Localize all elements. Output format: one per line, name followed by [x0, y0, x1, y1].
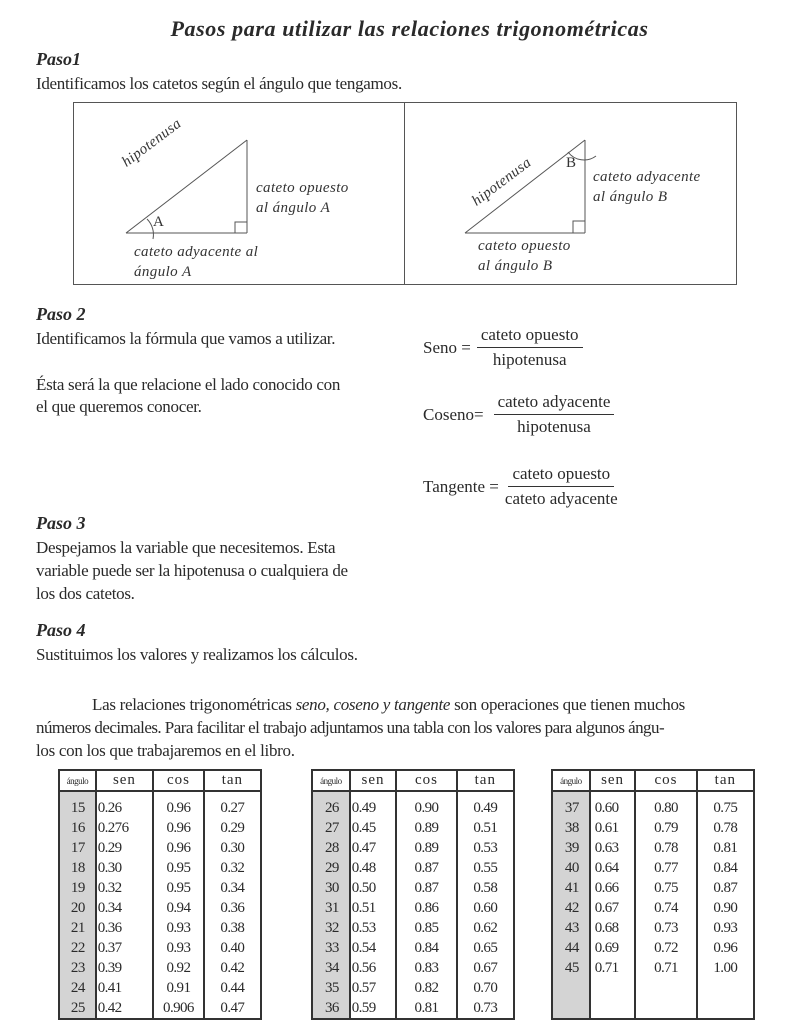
angle-cell: 17: [59, 838, 96, 858]
header-tan: tan: [204, 770, 261, 791]
angle-cell: 35: [312, 978, 350, 998]
angle-cell: 40: [552, 858, 590, 878]
coseno-fraction: [494, 392, 615, 437]
cos-cell: 0.75: [635, 878, 696, 898]
table-row: [59, 918, 261, 938]
angle-cell: 24: [59, 978, 96, 998]
paso2-text2-line2: el que queremos conocer.: [36, 397, 202, 416]
angle-cell: 15: [59, 791, 96, 818]
sen-cell: 0.59: [350, 998, 397, 1019]
paso3-line3: los dos catetos.: [36, 584, 135, 603]
formula-coseno: [423, 392, 614, 437]
cos-cell: 0.96: [153, 818, 204, 838]
cos-cell: 0.81: [396, 998, 456, 1019]
sen-cell: 0.53: [350, 918, 397, 938]
opposite-a-line2: al ángulo A: [256, 200, 331, 216]
angle-cell: 32: [312, 918, 350, 938]
sen-cell: 0.45: [350, 818, 397, 838]
cos-cell: [635, 998, 696, 1019]
sen-cell: 0.69: [590, 938, 636, 958]
header-sen: sen: [350, 770, 397, 791]
paso3-heading: Paso 3: [36, 513, 86, 533]
hypotenuse-label-b: hipotenusa: [469, 154, 535, 210]
paso2-text1: Identificamos la fórmula que vamos a utilizar.: [36, 329, 336, 348]
cos-cell: [635, 978, 696, 998]
paso2-text2-line1: Ésta será la que relacione el lado conocido con: [36, 375, 341, 394]
sen-cell: 0.42: [96, 998, 153, 1019]
tangente-fraction: [501, 464, 622, 509]
header-angle: ángulo: [552, 770, 590, 791]
opposite-b-line1: cateto opuesto: [478, 238, 571, 254]
tan-cell: 0.55: [457, 858, 514, 878]
adjacent-a-line1: cateto adyacente al: [134, 244, 259, 260]
opposite-a-line1: cateto opuesto: [256, 180, 349, 196]
sen-cell: 0.66: [590, 878, 636, 898]
sen-cell: 0.47: [350, 838, 397, 858]
angle-cell: 29: [312, 858, 350, 878]
cos-cell: 0.906: [153, 998, 204, 1019]
angle-cell: 23: [59, 958, 96, 978]
angle-b-label: B: [566, 155, 577, 171]
cos-cell: 0.79: [635, 818, 696, 838]
tan-cell: 0.62: [457, 918, 514, 938]
table-row: [312, 818, 514, 838]
cos-cell: 0.72: [635, 938, 696, 958]
tan-cell: 0.32: [204, 858, 261, 878]
table-row: [552, 878, 754, 898]
tan-cell: 0.38: [204, 918, 261, 938]
paso1-text: Identificamos los catetos según el ángulo que tengamos.: [36, 74, 402, 93]
paso4-heading: Paso 4: [36, 620, 86, 640]
table-row: [59, 958, 261, 978]
cos-cell: 0.96: [153, 838, 204, 858]
table-row: [312, 838, 514, 858]
angle-cell: 16: [59, 818, 96, 838]
table-row: [312, 898, 514, 918]
table-row: [552, 938, 754, 958]
table-row: [552, 958, 754, 978]
table-row: [552, 858, 754, 878]
table-row: [59, 858, 261, 878]
tan-cell: 0.47: [204, 998, 261, 1019]
cos-cell: 0.71: [635, 958, 696, 978]
tan-cell: 0.90: [697, 898, 754, 918]
angle-cell: 20: [59, 898, 96, 918]
sen-cell: 0.32: [96, 878, 153, 898]
angle-cell: [552, 978, 590, 998]
sen-cell: 0.63: [590, 838, 636, 858]
cos-cell: 0.89: [396, 838, 456, 858]
cos-cell: 0.95: [153, 878, 204, 898]
cos-cell: 0.96: [153, 791, 204, 818]
angle-cell: 45: [552, 958, 590, 978]
tan-cell: 0.87: [697, 878, 754, 898]
tan-cell: 0.49: [457, 791, 514, 818]
angle-cell: 28: [312, 838, 350, 858]
sen-cell: 0.37: [96, 938, 153, 958]
opposite-b-line2: al ángulo B: [478, 258, 553, 274]
table-row: [312, 938, 514, 958]
angle-cell: 18: [59, 858, 96, 878]
sen-cell: 0.50: [350, 878, 397, 898]
table-row: [59, 791, 261, 818]
cos-cell: 0.90: [396, 791, 456, 818]
angle-a-label: A: [153, 214, 164, 230]
sen-cell: 0.48: [350, 858, 397, 878]
tangente-denominator: cateto adyacente: [504, 489, 618, 508]
intro-line1-end: son operaciones que tienen muchos: [450, 695, 685, 714]
cos-cell: 0.93: [153, 938, 204, 958]
angle-cell: 19: [59, 878, 96, 898]
table-row: [59, 938, 261, 958]
cos-cell: 0.74: [635, 898, 696, 918]
cos-cell: 0.82: [396, 978, 456, 998]
table-row: [59, 898, 261, 918]
sen-cell: 0.39: [96, 958, 153, 978]
formula-seno: [423, 325, 583, 370]
sen-cell: 0.26: [96, 791, 153, 818]
coseno-denominator: hipotenusa: [517, 417, 591, 436]
sen-cell: 0.71: [590, 958, 636, 978]
sen-cell: 0.68: [590, 918, 636, 938]
angle-cell: 37: [552, 791, 590, 818]
tan-cell: 0.78: [697, 818, 754, 838]
tan-cell: 0.29: [204, 818, 261, 838]
page-title: Pasos para utilizar las relaciones trigonométricas: [170, 16, 649, 41]
table-row: [552, 791, 754, 818]
header-tan: tan: [457, 770, 514, 791]
cos-cell: 0.89: [396, 818, 456, 838]
adjacent-b-line1: cateto adyacente: [593, 169, 701, 185]
sen-cell: 0.49: [350, 791, 397, 818]
trig-table-3: [551, 769, 755, 1020]
sen-cell: 0.60: [590, 791, 636, 818]
table-row: [312, 858, 514, 878]
sen-cell: 0.54: [350, 938, 397, 958]
tan-cell: 0.60: [457, 898, 514, 918]
sen-cell: 0.67: [590, 898, 636, 918]
sen-cell: 0.34: [96, 898, 153, 918]
tan-cell: 0.58: [457, 878, 514, 898]
angle-cell: 26: [312, 791, 350, 818]
seno-label: Seno =: [423, 337, 471, 357]
header-cos: cos: [396, 770, 456, 791]
cos-cell: 0.85: [396, 918, 456, 938]
table-row: [552, 818, 754, 838]
table-row: [312, 958, 514, 978]
paso4-text: Sustituimos los valores y realizamos los cálculos.: [36, 645, 358, 664]
tan-cell: 0.75: [697, 791, 754, 818]
header-tan: tan: [697, 770, 754, 791]
seno-denominator: hipotenusa: [492, 350, 567, 369]
header-angle: ángulo: [312, 770, 350, 791]
sen-cell: [590, 998, 636, 1019]
table-row: [552, 978, 754, 998]
table-row: [59, 998, 261, 1019]
table-row: [552, 998, 754, 1019]
trig-table-1: [58, 769, 262, 1020]
tan-cell: 1.00: [697, 958, 754, 978]
adjacent-a-line2: ángulo A: [134, 264, 192, 280]
sen-cell: 0.61: [590, 818, 636, 838]
triangle-b-icon: [405, 102, 737, 285]
header-angle: ángulo: [59, 770, 96, 791]
cos-cell: 0.80: [635, 791, 696, 818]
table-row: [312, 791, 514, 818]
angle-cell: 31: [312, 898, 350, 918]
sen-cell: 0.64: [590, 858, 636, 878]
angle-cell: 33: [312, 938, 350, 958]
paso3-line2: variable puede ser la hipotenusa o cualquiera de: [36, 561, 348, 580]
sen-cell: [590, 978, 636, 998]
cos-cell: 0.93: [153, 918, 204, 938]
tan-cell: 0.70: [457, 978, 514, 998]
table-row: [59, 878, 261, 898]
angle-cell: 42: [552, 898, 590, 918]
sen-cell: 0.276: [96, 818, 153, 838]
tan-cell: 0.36: [204, 898, 261, 918]
sen-cell: 0.36: [96, 918, 153, 938]
header-cos: cos: [153, 770, 204, 791]
table-row: [312, 918, 514, 938]
hypotenuse-label-a: hipotenusa: [119, 115, 185, 171]
angle-cell: 38: [552, 818, 590, 838]
header-cos: cos: [635, 770, 696, 791]
cos-cell: 0.95: [153, 858, 204, 878]
tan-cell: 0.42: [204, 958, 261, 978]
cos-cell: 0.87: [396, 858, 456, 878]
angle-cell: 39: [552, 838, 590, 858]
intro-line2: números decimales. Para facilitar el trabajo adjuntamos una tabla con los valores para algunos ángu-: [36, 718, 665, 737]
tan-cell: 0.84: [697, 858, 754, 878]
table-row: [59, 818, 261, 838]
seno-numerator: cateto opuesto: [477, 325, 583, 348]
tan-cell: 0.93: [697, 918, 754, 938]
tangente-label: Tangente =: [423, 476, 499, 496]
table-row: [59, 978, 261, 998]
angle-cell: 27: [312, 818, 350, 838]
table-row: [59, 838, 261, 858]
cos-cell: 0.86: [396, 898, 456, 918]
tan-cell: 0.73: [457, 998, 514, 1019]
sen-cell: 0.29: [96, 838, 153, 858]
angle-cell: 30: [312, 878, 350, 898]
tan-cell: 0.53: [457, 838, 514, 858]
angle-cell: 43: [552, 918, 590, 938]
cos-cell: 0.84: [396, 938, 456, 958]
tan-cell: 0.51: [457, 818, 514, 838]
sen-cell: 0.56: [350, 958, 397, 978]
seno-fraction: [477, 325, 583, 370]
table-row: [312, 978, 514, 998]
table-row: [552, 838, 754, 858]
tan-cell: [697, 998, 754, 1019]
table-row: [552, 918, 754, 938]
angle-cell: 44: [552, 938, 590, 958]
table-row: [312, 878, 514, 898]
cos-cell: 0.87: [396, 878, 456, 898]
header-sen: sen: [590, 770, 636, 791]
paso3-line1: Despejamos la variable que necesitemos. Esta: [36, 538, 336, 557]
cos-cell: 0.73: [635, 918, 696, 938]
tan-cell: 0.81: [697, 838, 754, 858]
intro-line1-italic: seno, coseno y tangente: [295, 695, 451, 714]
angle-cell: [552, 998, 590, 1019]
tan-cell: 0.67: [457, 958, 514, 978]
intro-line3: los con los que trabajaremos en el libro.: [36, 741, 295, 760]
sen-cell: 0.41: [96, 978, 153, 998]
cos-cell: 0.77: [635, 858, 696, 878]
cos-cell: 0.92: [153, 958, 204, 978]
tan-cell: [697, 978, 754, 998]
paso1-heading: Paso1: [36, 49, 81, 69]
tangente-numerator: cateto opuesto: [508, 464, 614, 487]
table-row: [552, 898, 754, 918]
tan-cell: 0.27: [204, 791, 261, 818]
angle-cell: 25: [59, 998, 96, 1019]
tan-cell: 0.44: [204, 978, 261, 998]
tan-cell: 0.40: [204, 938, 261, 958]
cos-cell: 0.94: [153, 898, 204, 918]
angle-cell: 21: [59, 918, 96, 938]
cos-cell: 0.83: [396, 958, 456, 978]
tan-cell: 0.65: [457, 938, 514, 958]
tan-cell: 0.30: [204, 838, 261, 858]
paso2-heading: Paso 2: [36, 304, 86, 324]
cos-cell: 0.78: [635, 838, 696, 858]
angle-cell: 36: [312, 998, 350, 1019]
intro-line1-start: Las relaciones trigonométricas: [92, 695, 296, 714]
angle-cell: 41: [552, 878, 590, 898]
trig-table-2: [311, 769, 515, 1020]
coseno-label: Coseno=: [423, 404, 484, 424]
cos-cell: 0.91: [153, 978, 204, 998]
table-row: [312, 998, 514, 1019]
sen-cell: 0.57: [350, 978, 397, 998]
tan-cell: 0.34: [204, 878, 261, 898]
angle-cell: 22: [59, 938, 96, 958]
angle-cell: 34: [312, 958, 350, 978]
adjacent-b-line2: al ángulo B: [593, 189, 668, 205]
sen-cell: 0.51: [350, 898, 397, 918]
formula-tangente: [423, 464, 622, 509]
coseno-numerator: cateto adyacente: [494, 392, 615, 415]
intro-line1: [92, 694, 685, 716]
header-sen: sen: [96, 770, 153, 791]
sen-cell: 0.30: [96, 858, 153, 878]
tan-cell: 0.96: [697, 938, 754, 958]
